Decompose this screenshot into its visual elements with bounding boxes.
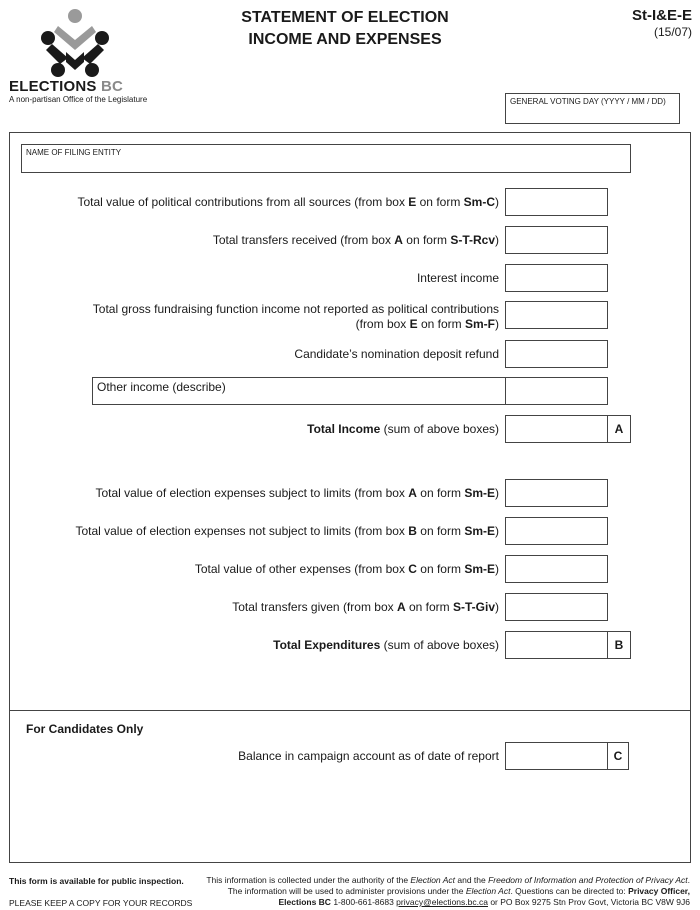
form-code: St-I&E-E: [632, 7, 692, 24]
expenses-subject-to-limits-label: Total value of election expenses subject to limits (from box A on form Sm-E): [95, 486, 499, 500]
other-income-label: Other income (describe): [97, 380, 226, 394]
transfers-given-input[interactable]: [505, 593, 608, 621]
privacy-notice: [190, 875, 690, 908]
deposit-refund-input[interactable]: [505, 340, 608, 368]
privacy-notice-line2: The information will be used to administer provisions under the Election Act. Questions can be directed to: Privacy Officer,: [227, 886, 690, 896]
transfers-received-label: Total transfers received (from box A on form S-T-Rcv): [212, 233, 499, 247]
other-income-description-field[interactable]: [92, 377, 506, 405]
filing-entity-label: NAME OF FILING ENTITY: [26, 148, 122, 157]
campaign-balance-input[interactable]: [505, 742, 608, 770]
total-expenditures-label: Total Expenditures (sum of above boxes): [273, 638, 499, 652]
filing-entity-field[interactable]: [21, 144, 631, 173]
logo-tagline: A non-partisan Office of the Legislature: [9, 95, 148, 104]
total-income-input[interactable]: [505, 415, 608, 443]
section-divider: [9, 710, 691, 711]
form-title-line1: STATEMENT OF ELECTION: [241, 9, 449, 26]
total-expenditures-box-tag: B: [607, 631, 631, 659]
interest-income-label: Interest income: [416, 271, 499, 285]
other-expenses-input[interactable]: [505, 555, 608, 583]
deposit-refund-label: Candidate’s nomination deposit refund: [294, 347, 499, 361]
fundraising-label-line2: (from box E on form Sm-F): [355, 317, 499, 331]
campaign-balance-box-tag: C: [607, 742, 629, 770]
total-income-label: Total Income (sum of above boxes): [307, 422, 499, 436]
privacy-email-link[interactable]: privacy@elections.bc.ca: [396, 897, 488, 907]
transfers-given-label: Total transfers given (from box A on form S-T-Giv): [232, 600, 499, 614]
expenses-subject-to-limits-input[interactable]: [505, 479, 608, 507]
fundraising-label-line1: Total gross fundraising function income not reported as political contributions: [92, 302, 499, 316]
form-title-line2: INCOME AND EXPENSES: [248, 31, 442, 48]
form-title: [200, 7, 490, 51]
fundraising-input[interactable]: [505, 301, 608, 329]
general-voting-day-field[interactable]: [505, 93, 680, 124]
fundraising-label: [93, 302, 499, 332]
total-income-box-tag: A: [607, 415, 631, 443]
logo-wordmark: ELECTIONS BC: [9, 78, 124, 95]
other-expenses-label: Total value of other expenses (from box C on form Sm-E): [194, 562, 499, 576]
public-inspection-note: This form is available for public inspection.: [9, 876, 184, 886]
privacy-notice-line1: This information is collected under the authority of the Election Act and the Freedom of Information and Protection of Privacy Act.: [206, 875, 690, 885]
transfers-received-input[interactable]: [505, 226, 608, 254]
general-voting-day-label: GENERAL VOTING DAY (YYYY / MM / DD): [510, 97, 666, 106]
contributions-input[interactable]: [505, 188, 608, 216]
interest-income-input[interactable]: [505, 264, 608, 292]
other-income-input[interactable]: [505, 377, 608, 405]
expenses-not-subject-to-limits-input[interactable]: [505, 517, 608, 545]
candidates-only-heading: For Candidates Only: [26, 722, 144, 736]
contributions-label: Total value of political contributions from all sources (from box E on form Sm-C): [77, 195, 499, 209]
form-revision-date: (15/07): [653, 25, 692, 39]
campaign-balance-label: Balance in campaign account as of date of report: [238, 749, 499, 763]
elections-bc-logo-icon: [38, 8, 112, 80]
privacy-notice-line3: Elections BC 1-800-661-8683 privacy@elections.bc.ca or PO Box 9275 Stn Prov Govt, Victoria BC V8W 9J6: [278, 897, 690, 907]
keep-copy-note: PLEASE KEEP A COPY FOR YOUR RECORDS: [9, 898, 193, 908]
total-expenditures-input[interactable]: [505, 631, 608, 659]
expenses-not-subject-to-limits-label: Total value of election expenses not subject to limits (from box B on form Sm-E): [75, 524, 499, 538]
